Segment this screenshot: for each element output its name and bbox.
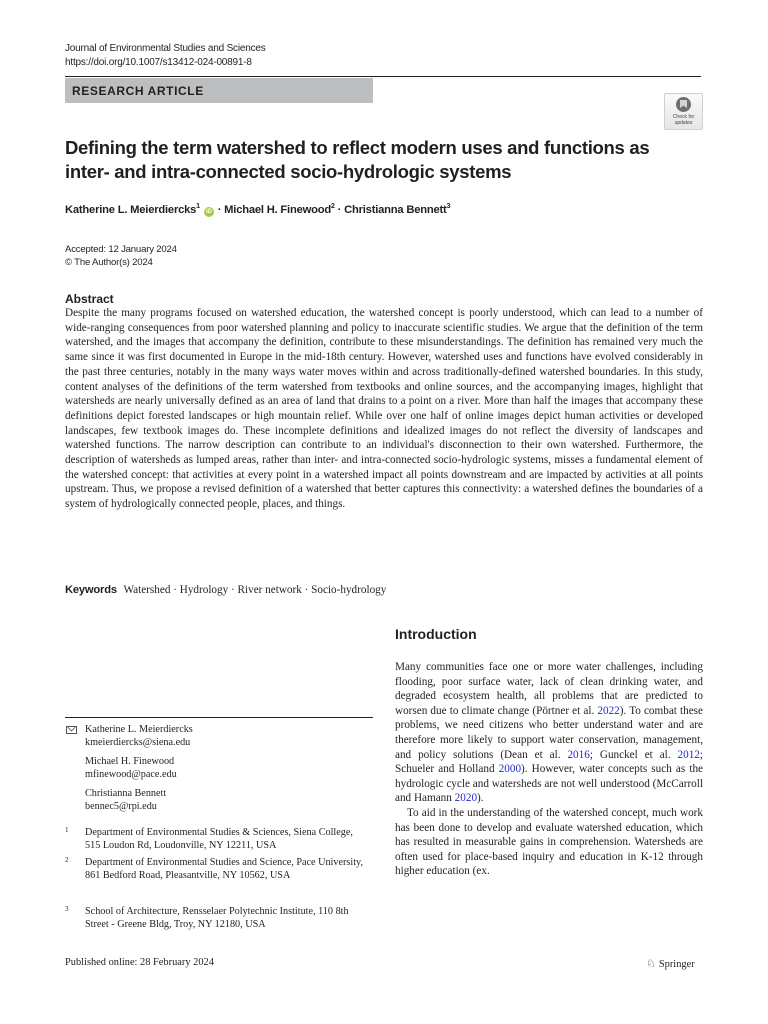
keywords [65,584,386,596]
keywords-label: Keywords [65,584,117,596]
introduction-heading: Introduction [395,626,477,642]
affiliation-text: Department of Environmental Studies and Science, Pace University, 861 Bedford Road, Pleasantville, NY 10562, USA [85,857,364,881]
copyright: © The Author(s) 2024 [65,257,153,268]
citation-link[interactable]: 2022 [597,704,620,717]
correspondent-email[interactable]: mfinewood@pace.edu [85,769,177,780]
check-updates-line1: Check for [672,114,695,120]
abstract-text: Despite the many programs focused on watershed education, the watershed concept is poorly understood, which can lead to a number of wide-ranging consequences from poor watershed planning and policy to inaccurate scientific studies. We argue that the definition of the term watershed, and the images that accompany the definition, contribute to these misunderstandings. The definition has remained very much the same since it was first documented in Europe in the mid-18th century. However, watershed uses and functions have evolved considerably in the past three centuries, notably in the many ways water moves within and across traditionally-defined watershed boundaries. In this study, content analyses of the definitions of the term watershed from textbooks and online sources, and the accompanying images, highlight that watersheds are nearly universally defined as an area of land that drains to a point on a river. More than half the images that accompany these definitions depict forested landscapes or high mountain relief. While over one half of online images depict human activities or developed landscapes, few textbook images do. These incomplete definitions and idealized images do not reflect the diversity of landscapes and watershed functions. The narrow description can contribute to an individual's disconnection to their own watershed. Furthermore, the description of watersheds as lumped areas, rather than inter- and intra-connected socio-hydrologic systems, misses a fundamental element of the watershed concept: that activities at every point in a watershed impact all points downstream and are impacted by activities at all points upstream. Thus, we propose a revised definition of a watershed that better captures this connectivity: a watershed defines the boundaries of a system of hydrologically connected people, places, and things. [65,307,703,511]
citation-link[interactable]: 2012 [677,748,700,761]
affiliation-number: 1 [65,826,69,834]
published-online: Published online: 28 February 2024 [65,957,214,968]
footnote-rule [65,717,373,718]
publisher-logo [646,957,695,970]
check-for-updates-button[interactable] [664,93,703,130]
author-name[interactable]: Christianna Bennett [344,204,447,216]
affiliation-number: 2 [65,856,69,864]
correspondence-entry [85,755,177,781]
affiliation-text: School of Architecture, Rensselaer Polytechnic Institute, 110 8th Street - Greene Bldg, Troy, NY 12180, USA [85,906,349,930]
citation-link[interactable]: 2000 [498,763,522,776]
affiliation-marker: 2 [331,203,335,210]
journal-header [65,42,266,70]
author-separator: · [217,204,222,216]
check-updates-line2: updates [674,120,693,126]
text-run: ). [477,792,484,805]
correspondent-name: Katherine L. Meierdiercks [85,724,193,735]
introduction-body [395,660,703,879]
doi-link[interactable]: https://doi.org/10.1007/s13412-024-00891-8 [65,57,252,68]
correspondence-entry [85,723,193,749]
text-run: ; Gunckel et al. [589,748,678,761]
citation-link[interactable]: 2020 [454,792,478,805]
citation-link[interactable]: 2016 [567,748,590,761]
author-name[interactable]: Katherine L. Meierdiercks [65,204,197,216]
affiliation-marker: 1 [196,203,200,210]
author-list [65,203,450,217]
abstract-heading: Abstract [65,292,114,306]
affiliation-number: 3 [65,905,69,913]
correspondent-email[interactable]: kmeierdiercks@siena.edu [85,737,191,748]
article-dates [65,243,177,269]
author-name[interactable]: Michael H. Finewood [224,204,332,216]
springer-horse-icon: ♘ [646,958,656,970]
text-run: Many communities face one or more water challenges, including flooding, poor surface water, lack of clean drinking water, and degraded ecosystem health, all problems that are predicted to worsen due to climate change (Pörtner et al. [395,661,703,717]
correspondent-name: Christianna Bennett [85,788,167,799]
keywords-list: Watershed · Hydrology · River network · Socio-hydrology [123,584,387,596]
accepted-date: Accepted: 12 January 2024 [65,244,177,255]
author-separator: · [337,204,342,216]
correspondent-email[interactable]: bennec5@rpi.edu [85,801,157,812]
text-run: ). However, water concepts such as the hydrologic cycle and watersheds are not well understood (McCarroll and Hamann [395,763,703,805]
intro-paragraph-2: To aid in the understanding of the watershed concept, much work has been done to develop and evaluate watershed education, which has resulted in measurable gains in comprehension. Watersheds are often used for place-based inquiry and education in K-12 through higher education (ex. [395,806,703,878]
envelope-icon [66,726,77,734]
affiliation-text: Department of Environmental Studies & Sciences, Siena College, 515 Loudon Rd, Loudonville, NY 12211, USA [85,827,353,851]
affiliation-marker: 3 [446,203,451,210]
correspondent-name: Michael H. Finewood [85,756,175,767]
article-type-label: RESEARCH ARTICLE [72,84,204,98]
intro-paragraph-1 [395,660,703,806]
publisher-name: Springer [658,959,695,970]
journal-name: Journal of Environmental Studies and Sciences [65,43,266,54]
text-run: ). To combat these problems, we need citizens who better understand water and are therefore more likely to support water conservation, management, and policy solutions (Dean et al. [395,704,704,761]
article-title: Defining the term watershed to reflect modern uses and functions as inter- and intra-connected socio-hydrologic systems [65,137,650,182]
text-run: ; Schueler and Holland [395,748,703,776]
orcid-icon[interactable]: iD [204,207,214,217]
correspondence-entry [85,787,166,813]
header-rule [65,76,701,77]
